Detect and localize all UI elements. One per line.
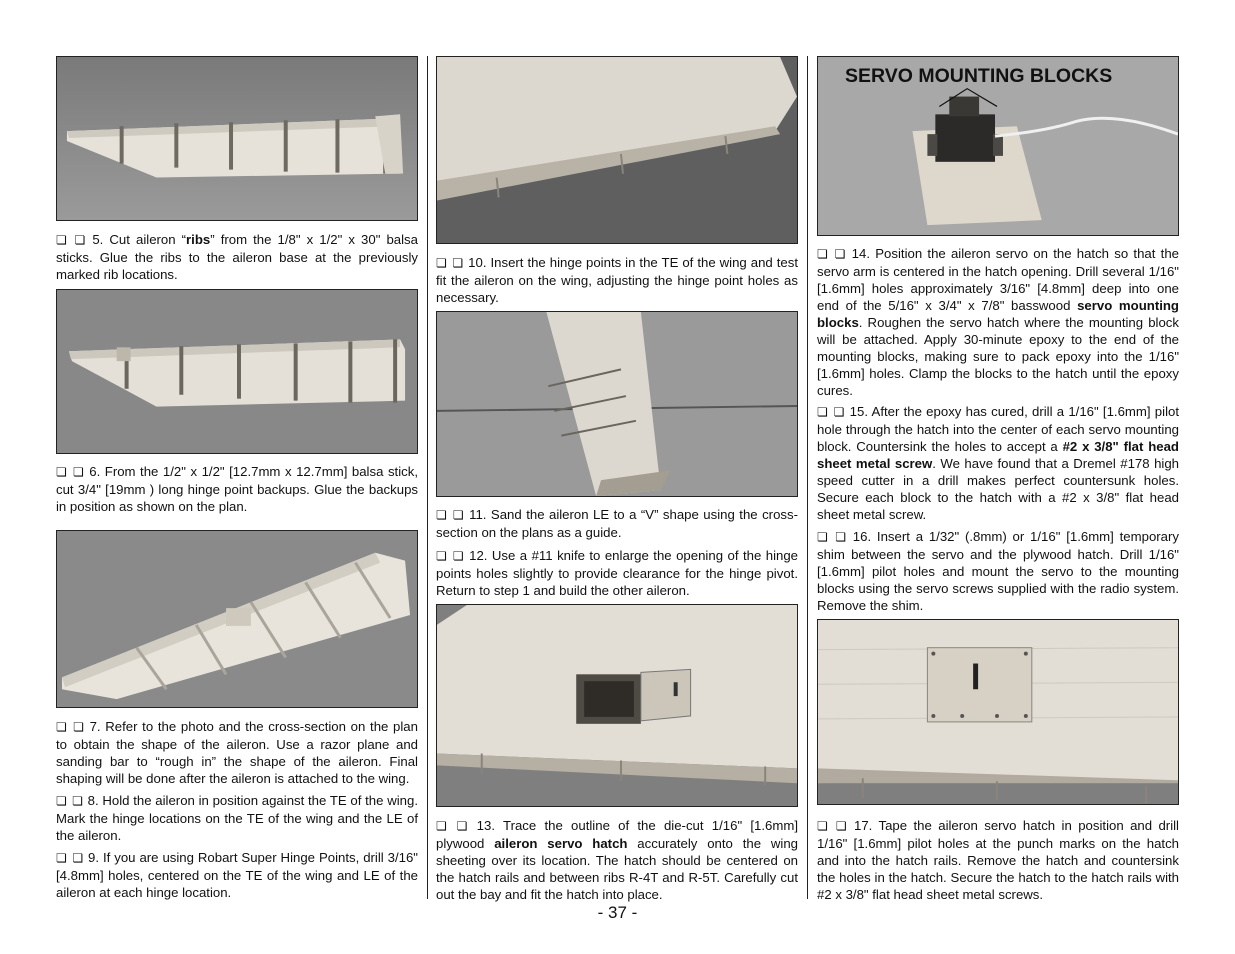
step-14-text bbox=[817, 245, 1179, 399]
step-10-text bbox=[436, 254, 798, 306]
step-12-body: 12. Use a #11 knife to enlarge the opening of the hinge points holes slightly to provide clearance for the hinge pivot. Return to step 1 and build the other aileron. bbox=[436, 548, 798, 598]
column-divider bbox=[427, 56, 428, 899]
photo-hinge-backups bbox=[56, 289, 418, 454]
checkbox-icon: ❏ ❏ bbox=[436, 549, 465, 563]
checkbox-icon: ❏ ❏ bbox=[436, 819, 469, 833]
checkbox-icon: ❏ ❏ bbox=[436, 508, 465, 522]
checkbox-icon: ❏ ❏ bbox=[817, 405, 846, 419]
photo-servo-mounting-blocks bbox=[817, 56, 1179, 236]
step-12-text bbox=[436, 547, 798, 599]
photo-wing-hinge-points bbox=[436, 56, 798, 244]
step-16-body: 16. Insert a 1/32" (.8mm) or 1/16" [1.6mm] temporary shim between the servo and the plywood hatch. Drill 1/16" [1.6mm] pilot holes and mount the servo to the mounting blocks using the servo screws supplied with the radio system. Remove the shim. bbox=[817, 529, 1179, 613]
step-8-text bbox=[56, 792, 418, 844]
step-11-body: 11. Sand the aileron LE to a “V” shape using the cross-section on the plans as a guide. bbox=[436, 507, 798, 540]
step-9-text bbox=[56, 849, 418, 901]
photo-shaped-aileron bbox=[56, 530, 418, 708]
step-14-bold: servo mounting blocks bbox=[817, 298, 1179, 330]
checkbox-icon: ❏ ❏ bbox=[56, 465, 85, 479]
checkbox-icon: ❏ ❏ bbox=[56, 794, 84, 808]
checkbox-icon: ❏ ❏ bbox=[817, 530, 847, 544]
checkbox-icon: ❏ ❏ bbox=[56, 851, 85, 865]
step-8-body: 8. Hold the aileron in position against the TE of the wing. Mark the hinge locations on the TE of the wing and the LE of the aileron. bbox=[56, 793, 418, 843]
step-14-part-c: . Roughen the servo hatch where the mounting block will be attached. Apply 30-minute epoxy to the end of the mounting blocks, making sure to pack epoxy into the 1/16" [1.6mm] holes. Clamp the blocks to the hatch until the epoxy cures. bbox=[817, 315, 1179, 398]
checkbox-icon: ❏ ❏ bbox=[56, 720, 85, 734]
step-15-bold: #2 x 3/8" flat head sheet metal screw bbox=[817, 439, 1179, 471]
step-14-part-a: 14. Position the aileron servo on the hatch so that the servo arm is centered in the hatch opening. Drill several 1/16" [1.6mm] holes approximately 3/16" [4.8mm] deep into one end of the 5/16" x 3/4" x 7/8" basswood bbox=[817, 246, 1179, 313]
step-13-text bbox=[436, 817, 798, 903]
servo-mounting-blocks-heading: SERVO MOUNTING BLOCKS bbox=[845, 65, 1113, 87]
checkbox-icon: ❏ ❏ bbox=[817, 819, 848, 833]
step-17-text bbox=[817, 817, 1179, 903]
step-13-part-c: accurately onto the wing sheeting over its location. The hatch should be centered on the hatch rails and between ribs R-4T and R-5T. Carefully cut out the bay and fit the hatch into place. bbox=[436, 836, 798, 902]
step-11-text bbox=[436, 506, 798, 541]
step-7-text bbox=[56, 718, 418, 787]
checkbox-icon: ❏ ❏ bbox=[56, 233, 87, 247]
photo-aileron-le-sanded bbox=[436, 311, 798, 497]
step-5-part-a: 5. Cut aileron “ bbox=[86, 232, 187, 247]
page-number: - 37 - bbox=[597, 903, 638, 922]
checkbox-icon: ❏ ❏ bbox=[817, 247, 847, 261]
step-13-bold: aileron servo hatch bbox=[494, 836, 628, 851]
photo-hatch-installed bbox=[817, 619, 1179, 805]
step-5-bold: ribs bbox=[186, 232, 211, 247]
checkbox-icon: ❏ ❏ bbox=[436, 256, 465, 270]
step-15-part-c: . We have found that a Dremel #178 high speed cutter in a drill makes perfect countersunk holes. Secure each block to the hatch with a #2 x 3/8" flat head sheet metal screw. bbox=[817, 456, 1180, 522]
step-5-part-c: ” from the 1/8" x 1/2" x 30" balsa sticks. Glue the ribs to the aileron base at the previously marked rib locations. bbox=[56, 232, 418, 282]
step-17-body: 17. Tape the aileron servo hatch in position and drill 1/16" [1.6mm] pilot holes at the punch marks on the hatch and into the hatch rails. Remove the hatch and countersink the holes in the hatch. Secure the hatch to the hatch rails with #2 x 3/8" flat head sheet metal screws. bbox=[817, 818, 1179, 902]
step-15-part-a: 15. After the epoxy has cured, drill a 1/16" [1.6mm] pilot hole through the hatch into the center of each servo mounting block. Countersink the holes to accept a bbox=[817, 404, 1179, 454]
step-9-body: 9. If you are using Robart Super Hinge Points, drill 3/16" [4.8mm] holes, centered on the TE of the wing and LE of the aileron at each hinge location. bbox=[56, 850, 418, 900]
step-6-text bbox=[56, 463, 418, 515]
step-13-part-a: 13. Trace the outline of the die-cut 1/16" [1.6mm] plywood bbox=[436, 818, 798, 851]
photo-aileron-ribs bbox=[56, 56, 418, 221]
step-10-body: 10. Insert the hinge points in the TE of the wing and test fit the aileron on the wing, adjusting the hinge point holes as necessary. bbox=[436, 255, 798, 305]
step-5-text bbox=[56, 231, 418, 283]
step-16-text bbox=[817, 528, 1179, 614]
step-6-body: 6. From the 1/2" x 1/2" [12.7mm x 12.7mm] balsa stick, cut 3/4" [19mm ) long hinge point backups. Glue the backups in position as shown on the plan. bbox=[56, 464, 418, 514]
step-7-body: 7. Refer to the photo and the cross-section on the plan to obtain the shape of the aileron. Use a razor plane and sanding bar to “rough in” the shape of the aileron. Final shaping will be done after the aileron is attached to the wing. bbox=[56, 719, 418, 786]
column-divider bbox=[807, 56, 808, 899]
photo-servo-bay-cutout bbox=[436, 604, 798, 807]
step-15-text bbox=[817, 403, 1179, 523]
